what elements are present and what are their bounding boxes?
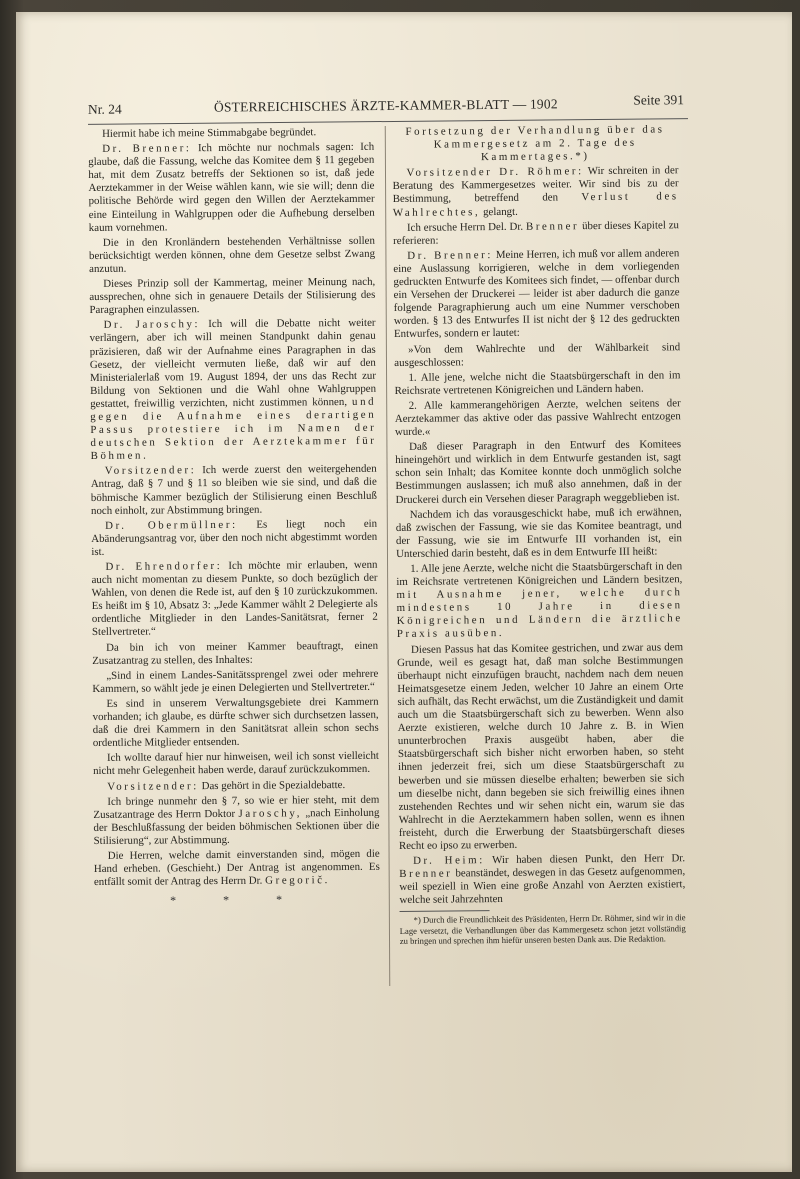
section-separator-stars: * * * (170, 892, 305, 908)
spaced-emphasis: Verlust des Wahlrechtes, (392, 190, 679, 219)
spaced-emphasis: mit Ausnahme jener, welche durch mindestens 10 Jahre in diesen Königreichen und Ländern die ärztliche Praxis ausüben. (396, 586, 683, 641)
spaced-name: Gregorič. (265, 874, 330, 887)
paragraph: Dr. Heim: Wir haben diesen Punkt, den Herr Dr. Brenner beanständet, deswegen in das Gesetz aufgenommen, weil speziell in Wien eine große Anzahl von Aerzten existiert, welche seit Jahrzehnten (399, 852, 686, 907)
paragraph: Da bin ich von meiner Kammer beauftragt, einen Zusatzantrag zu stellen, des Inhaltes: (92, 639, 379, 667)
section-heading: Fortsetzung der Verhandlung über das Kammergesetz am 2. Tage des Kammertages.*) (405, 123, 665, 164)
spaced-name: Brenner (399, 867, 453, 881)
speaker-name: Vorsitzender: (107, 779, 199, 793)
paragraph: Die Herren, welche damit einverstanden sind, mögen die Hand erheben. (Geschieht.) Der Antrag ist angenommen. Es entfällt somit der Antrag des Herrn Dr. Gregorič. (93, 847, 380, 889)
page-number: Seite 391 (633, 92, 684, 108)
paragraph: Hiermit habe ich meine Stimmabgabe begründet. (101, 126, 317, 140)
left-column (88, 126, 380, 909)
paragraph: Dieses Prinzip soll der Kammertag, meiner Meinung nach, aussprechen, ohne sich in genauere Details der Stilisierung des Paragraphen einzulassen. (89, 275, 376, 317)
issue-number: Nr. 24 (87, 101, 122, 117)
paragraph: Dr. Jaroschy: Ich will die Debatte nicht weiter verlängern, aber ich will meinen Standpunkt dahin genau präzisieren, daß wir der Aufnahme eines Paragraphen in das Gesetz, der vielleicht vermuten ließe, daß wir auf den Ministerialerlaß vom 19. August 1894, der uns das Recht zur Bildung von Sektionen und die Wahl ohne Wahlgruppen gestattet, freiwillig verzichten, nicht zustimmen können, und gegen die Aufnahme eines derartigen Passus protestiere ich im Namen der deutschen Sektion der Aerztekammer für Böhmen. (89, 317, 377, 463)
paragraph: 1. Alle jene, welche nicht die Staatsbürgerschaft in den im Reichsrate vertretenen Königreichen und Ländern haben. (394, 368, 681, 397)
paragraph: Es sind in unserem Verwaltungsgebiete drei Kammern vorhanden; ich glaube, es dürfte schwer sich durchsetzen lassen, daß die drei Kammern in den Sanitätsrat allein schon sechs ordentliche Mitglieder entsenden. (92, 695, 379, 750)
paragraph: Daß dieser Paragraph in den Entwurf des Komitees hineingehört und wirklich in dem Entwurfe gestanden ist, sagt schon sein Inhalt; das Komitee konnte doch unmöglich solche Bestimmungen auslassen; ich muß also annehmen, daß in der Druckerei durch ein Versehen dieser Paragraph weggeblieben ist. (395, 438, 682, 506)
spaced-name: Brenner (525, 219, 580, 233)
paragraph: Dr. Obermüllner: Es liegt noch ein Abänderungsantrag vor, über den noch nicht abgestimmt worden ist. (91, 517, 378, 558)
paragraph: Ich wollte darauf hier nur hinweisen, weil ich sonst vielleicht nicht mehr Gelegenheit haben werde, darauf zurückzukommen. (93, 750, 379, 778)
paragraph: »Von dem Wahlrechte und der Wählbarkeit sind ausgeschlossen: (394, 340, 681, 369)
paragraph: Ich bringe nunmehr den § 7, so wie er hier steht, mit dem Zusatzantrage des Herrn Doktor Jaroschy, „nach Einholung der Beschlußfassung der beiden böhmischen Sektionen über die Stilisierung“, zur Abstimmung. (93, 793, 380, 847)
paragraph: 2. Alle kammerangehörigen Aerzte, welchen seitens der Aerztekammer das aktive oder das passive Wahlrecht entzogen wurde.« (394, 397, 681, 439)
paragraph: Diesen Passus hat das Komitee gestrichen, und zwar aus dem Grunde, weil es gesagt hat, daß man solche Bestimmungen überhaupt nicht einzufügen braucht, nachdem nach dem neuen Heimatsgesetze einem Jeden, welcher 10 Jahre an einem Orte sich aufhält, das Recht erwächst, um die Zuständigkeit und damit auch um die Staatsbürgerschaft sich zu bewerben. Wenn also Aerzte existieren, welche durch 10 Jahre z. B. in Wien ununterbrochen Praxis ausgeübt haben, aber die Staatsbürgerschaft sich bisher nicht erworben haben, so steht ihnen jederzeit frei, sich um diese Staatsbürgerschaft zu bewerben und sie müssen dieselbe erhalten; bewerben sie sich um dieselbe nicht, dann begeben sie sich freiwillig eines ihnen zustehenden Rechtes und wir sehen nicht ein, warum sie das Wahlrecht in die Aerztekammern haben sollen, wenn es ihnen freisteht, durch die Erwerbung der Staatsbürgerschaft dieses Recht eo ipso zu erwerben. (397, 640, 685, 852)
spaced-name: Jaroschy, (238, 807, 303, 820)
paragraph: Die in den Kronländern bestehenden Verhältnisse sollen berücksichtigt werden können, ohne dem Gesetze selbst Zwang anzutun. (88, 234, 376, 275)
speaker-name: Dr. Ehrendorfer: (105, 559, 223, 573)
paragraph: Dr. Brenner: Ich möchte nur nochmals sagen: Ich glaube, daß die Fassung, welche das Komitee dem § 11 gegeben hat, mit dem Zusatz betreffs der Sektionen so ist, daß jede Aerztekammer in der Weise wählen kann, wie sie will; denn die politische Behörde wird gegen den Willen der Aerztekammer eine Einteilung in Wahlgruppen oder die Aufhebung derselben kaum vornehmen. (88, 140, 375, 234)
speaker-name: Vorsitzender: (104, 464, 197, 478)
paragraph: Vorsitzender: Das gehört in die Spezialdebatte. (107, 778, 346, 793)
footnote: *) Durch die Freundlichkeit des Präsidenten, Herrn Dr. Röhmer, sind wir in die Lage versetzt, die Verhandlungen über das Kammergesetz schon jetzt vollständig zu bringen und sprechen ihm hiefür unseren besten Dank aus. Die Redaktion. (399, 912, 686, 946)
paragraph: Dr. Ehrendorfer: Ich möchte mir erlauben, wenn auch nicht momentan zu diesem Punkte, so doch bezüglich der Wahlen, von denen die Rede ist, auf den § 10 zurückzukommen. Es heißt im § 10, Absatz 3: „Jede Kammer wählt 2 Delegierte als ordentliche Mitglieder in den Landes-Sanitätsrat, ferner 2 Stellvertreter.“ (91, 558, 378, 639)
paragraph: Dr. Brenner: Meine Herren, ich muß vor allem anderen eine Auslassung korrigieren, welche in dem vorliegenden gedruckten Entwurfe des Komitees sich findet, — offenbar durch ein Versehen der Druckerei — leider ist aber dadurch die ganze folgende Paragraphierung auch um eine Nummer verschoben worden. § 13 des Entwurfes II ist nicht der § 12 des gedruckten Entwurfes, sondern er lautet: (393, 247, 680, 341)
paragraph: Nachdem ich das vorausgeschickt habe, muß ich erwähnen, daß zwischen der Fassung, wie sie das Komitee beantragt, und der Fassung, wie sie im Entwurfe III vorhanden ist, ein Unterschied darin besteht, daß es in dem Entwurfe III heißt: (395, 505, 683, 560)
paragraph: Vorsitzender Dr. Röhmer: Wir schreiten in der Beratung des Kammergesetzes weiter. Wir sind bis zu der Bestimmung, betreffend den Verlust des Wahlrechtes, gelangt. (392, 164, 679, 219)
right-column (392, 123, 686, 948)
footnote-rule (400, 911, 490, 913)
speaker-name: Dr. Obermüllner: (105, 518, 238, 532)
speaker-name: Dr. Heim: (412, 854, 485, 867)
paragraph: Ich ersuche Herrn Del. Dr. Brenner über dieses Kapitel zu referieren: (393, 218, 680, 247)
quoted-motion: „Sind in einem Landes-Sanitätssprengel zwei oder mehrere Kammern, so wählt jede je einen Delegierten und Stellvertreter.“ (92, 667, 379, 695)
journal-title: ÖSTERREICHISCHES ÄRZTE-KAMMER-BLATT — 1902 (213, 96, 558, 115)
speaker-name: Dr. Brenner: (407, 248, 494, 262)
spaced-emphasis: und gegen die Aufnahme eines derartigen Passus protestiere ich im Namen der deutschen Sektion der Aerztekammer für Böhmen. (90, 395, 377, 463)
speaker-name: Vorsitzender Dr. Röhmer: (406, 165, 584, 180)
paragraph: Vorsitzender: Ich werde zuerst den weitergehenden Antrag, daß § 7 und § 11 so bleiben wie sie sind, und daß die böhmische Kammer bezüglich der Stilisierung einen Beschluß noch einholt, zur Abstimmung bringen. (90, 463, 377, 517)
speaker-name: Dr. Brenner: (102, 142, 192, 155)
paragraph: 1. Alle jene Aerzte, welche nicht die Staatsbürgerschaft in den im Reichsrate vertretenen Königreichen und Ländern besitzen, mit Ausnahme jener, welche durch mindestens 10 Jahre in diesen Königreichen und Ländern die ärztliche Praxis ausüben. (396, 560, 683, 641)
speaker-name: Dr. Jaroschy: (103, 318, 201, 332)
